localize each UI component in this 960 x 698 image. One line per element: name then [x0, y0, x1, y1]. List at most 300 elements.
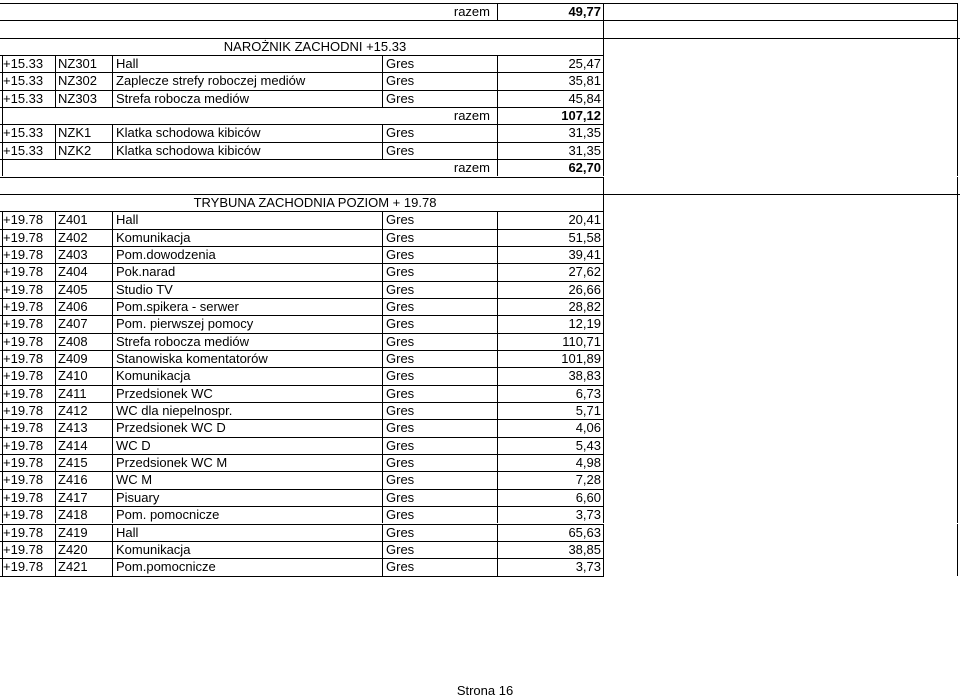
room-name-cell: Pom.spikera - serwer — [116, 298, 239, 314]
area-cell: 26,66 — [568, 281, 601, 297]
area-cell: 6,60 — [575, 489, 601, 505]
table-row — [0, 437, 960, 454]
room-name-cell: Pom. pierwszej pomocy — [116, 316, 254, 332]
column-border — [382, 211, 383, 228]
column-border — [957, 489, 958, 506]
material-cell: Gres — [386, 281, 415, 297]
area-cell: 3,73 — [575, 559, 601, 575]
level-cell: +19.78 — [3, 298, 44, 314]
column-border — [497, 454, 498, 471]
room-number-cell: Z420 — [58, 541, 88, 557]
level-cell: +19.78 — [3, 507, 44, 523]
column-border — [112, 471, 113, 488]
material-cell: Gres — [386, 524, 415, 540]
level-cell: +15.33 — [3, 125, 44, 141]
room-name-cell: Przedsionek WC M — [116, 455, 228, 471]
column-border — [2, 229, 3, 246]
room-name-cell: WC dla niepelnospr. — [116, 403, 233, 419]
level-cell: +19.78 — [3, 229, 44, 245]
column-border — [2, 454, 3, 471]
column-border — [382, 298, 383, 315]
column-border — [957, 211, 958, 228]
column-border — [382, 524, 383, 541]
column-border — [112, 298, 113, 315]
column-border — [2, 72, 3, 89]
column-border — [497, 211, 498, 228]
room-name-cell: Przedsionek WC — [116, 385, 213, 401]
area-cell: 4,06 — [575, 420, 601, 436]
room-number-cell: Z406 — [58, 298, 88, 314]
room-number-cell: NZ303 — [58, 90, 98, 106]
column-border — [957, 177, 958, 194]
column-border — [497, 385, 498, 402]
column-border — [55, 333, 56, 350]
total-row — [0, 3, 960, 20]
column-border — [55, 90, 56, 107]
column-border — [382, 333, 383, 350]
material-cell: Gres — [386, 246, 415, 262]
total-row — [0, 107, 960, 124]
column-border — [497, 3, 498, 20]
column-border — [497, 333, 498, 350]
section-heading: TRYBUNA ZACHODNIA POZIOM + 19.78 — [193, 194, 437, 210]
room-number-cell: Z401 — [58, 212, 88, 228]
column-border — [112, 489, 113, 506]
table-row — [0, 281, 960, 298]
level-cell: +19.78 — [3, 212, 44, 228]
room-number-cell: NZK2 — [58, 142, 92, 158]
room-number-cell: Z404 — [58, 264, 88, 280]
column-border — [55, 558, 56, 575]
level-cell: +19.78 — [3, 541, 44, 557]
level-cell: +19.78 — [3, 524, 44, 540]
column-border — [957, 298, 958, 315]
table-row — [0, 142, 960, 159]
column-border — [382, 471, 383, 488]
column-border — [957, 229, 958, 246]
column-border — [55, 402, 56, 419]
table-row — [0, 263, 960, 280]
column-border — [55, 350, 56, 367]
column-border — [55, 211, 56, 228]
room-number-cell: Z416 — [58, 472, 88, 488]
column-border — [497, 506, 498, 523]
total-value: 49,77 — [568, 4, 601, 19]
column-border — [112, 385, 113, 402]
material-cell: Gres — [386, 264, 415, 280]
column-border — [55, 437, 56, 454]
column-border — [112, 124, 113, 141]
room-name-cell: Hall — [116, 56, 139, 72]
column-border — [112, 454, 113, 471]
column-border — [382, 142, 383, 159]
column-border — [2, 541, 3, 558]
level-cell: +19.78 — [3, 316, 44, 332]
column-border — [112, 558, 113, 575]
column-border — [497, 72, 498, 89]
room-name-cell: WC D — [116, 437, 151, 453]
column-border — [497, 419, 498, 436]
column-border — [2, 367, 3, 384]
table-row — [0, 350, 960, 367]
column-border — [112, 90, 113, 107]
column-border — [603, 419, 604, 436]
column-border — [497, 159, 498, 176]
column-border — [957, 541, 958, 558]
column-border — [497, 489, 498, 506]
column-border — [603, 315, 604, 332]
column-border — [603, 402, 604, 419]
column-border — [112, 72, 113, 89]
column-border — [55, 419, 56, 436]
level-cell: +15.33 — [3, 90, 44, 106]
column-border — [55, 281, 56, 298]
row-border — [0, 3, 604, 4]
column-border — [957, 194, 958, 211]
column-border — [497, 402, 498, 419]
column-border — [957, 385, 958, 402]
column-border — [112, 541, 113, 558]
room-name-cell: Pom. pomocnicze — [116, 507, 220, 523]
column-border — [382, 454, 383, 471]
level-cell: +19.78 — [3, 455, 44, 471]
column-border — [603, 177, 604, 194]
table-row — [0, 246, 960, 263]
column-border — [55, 124, 56, 141]
room-name-cell: Hall — [116, 212, 139, 228]
room-name-cell: Stanowiska komentatorów — [116, 351, 268, 366]
level-cell: +19.78 — [3, 403, 44, 419]
column-border — [497, 350, 498, 367]
room-number-cell: Z410 — [58, 368, 88, 384]
room-number-cell: NZK1 — [58, 125, 92, 141]
level-cell: +15.33 — [3, 73, 44, 89]
column-border — [957, 454, 958, 471]
column-border — [55, 524, 56, 541]
page-number: Strona 16 — [456, 683, 514, 698]
room-name-cell: Strefa robocza mediów — [116, 90, 249, 106]
column-border — [497, 107, 498, 124]
total-value: 107,12 — [561, 108, 601, 124]
table-row — [0, 454, 960, 471]
section-heading-row — [0, 194, 960, 211]
column-border — [55, 454, 56, 471]
room-name-cell: Komunikacja — [116, 229, 191, 245]
level-cell: +19.78 — [3, 264, 44, 280]
material-cell: Gres — [386, 142, 415, 158]
column-border — [2, 142, 3, 159]
room-number-cell: Z418 — [58, 507, 88, 523]
column-border — [957, 419, 958, 436]
material-cell: Gres — [386, 489, 415, 505]
material-cell: Gres — [386, 437, 415, 453]
material-cell: Gres — [386, 541, 415, 557]
column-border — [957, 333, 958, 350]
column-border — [957, 281, 958, 298]
room-number-cell: Z403 — [58, 246, 88, 262]
column-border — [112, 211, 113, 228]
area-cell: 38,85 — [568, 541, 601, 557]
room-name-cell: Klatka schodowa kibiców — [116, 142, 261, 158]
room-number-cell: Z407 — [58, 316, 88, 332]
column-border — [957, 402, 958, 419]
area-cell: 5,43 — [575, 437, 601, 453]
table-row — [0, 471, 960, 488]
column-border — [957, 246, 958, 263]
area-cell: 45,84 — [568, 90, 601, 106]
column-border — [2, 558, 3, 575]
column-border — [2, 419, 3, 436]
column-border — [2, 159, 3, 176]
column-border — [603, 454, 604, 471]
column-border — [603, 20, 604, 37]
area-cell: 6,73 — [575, 385, 601, 401]
column-border — [603, 55, 604, 72]
room-name-cell: Pok.narad — [116, 264, 176, 280]
column-border — [112, 524, 113, 541]
column-border — [382, 124, 383, 141]
column-border — [55, 229, 56, 246]
level-cell: +19.78 — [3, 385, 44, 401]
level-cell: +15.33 — [3, 56, 44, 72]
column-border — [112, 246, 113, 263]
column-border — [382, 419, 383, 436]
material-cell: Gres — [386, 472, 415, 488]
material-cell: Gres — [386, 351, 415, 366]
room-name-cell: Pom.pomocnicze — [116, 559, 216, 575]
room-name-cell: Przedsionek WC D — [116, 420, 226, 436]
area-cell: 12,19 — [568, 316, 601, 332]
column-border — [603, 246, 604, 263]
room-number-cell: Z417 — [58, 489, 88, 505]
level-cell: +19.78 — [3, 472, 44, 488]
column-border — [603, 3, 604, 20]
column-border — [957, 558, 958, 575]
room-number-cell: Z415 — [58, 455, 88, 471]
column-border — [603, 72, 604, 89]
column-border — [382, 281, 383, 298]
table-row — [0, 124, 960, 141]
column-border — [55, 246, 56, 263]
column-border — [112, 506, 113, 523]
column-border — [2, 90, 3, 107]
column-border — [497, 471, 498, 488]
column-border — [957, 350, 958, 367]
column-border — [382, 489, 383, 506]
column-border — [957, 506, 958, 523]
column-border — [603, 263, 604, 280]
column-border — [55, 541, 56, 558]
table-row — [0, 333, 960, 350]
column-border — [382, 385, 383, 402]
room-number-cell: Z409 — [58, 351, 88, 366]
column-border — [603, 350, 604, 367]
column-border — [2, 55, 3, 72]
area-cell: 31,35 — [568, 125, 601, 141]
column-border — [382, 72, 383, 89]
material-cell: Gres — [386, 73, 415, 89]
level-cell: +19.78 — [3, 281, 44, 297]
column-border — [112, 315, 113, 332]
column-border — [603, 281, 604, 298]
column-border — [497, 558, 498, 575]
column-border — [497, 541, 498, 558]
column-border — [603, 506, 604, 523]
table-row — [0, 211, 960, 228]
column-border — [497, 142, 498, 159]
column-border — [957, 263, 958, 280]
column-border — [382, 402, 383, 419]
column-border — [112, 419, 113, 436]
column-border — [382, 506, 383, 523]
column-border — [603, 489, 604, 506]
area-cell: 39,41 — [568, 246, 601, 262]
area-cell: 27,62 — [568, 264, 601, 280]
column-border — [603, 211, 604, 228]
table-row — [0, 367, 960, 384]
area-cell: 5,71 — [575, 403, 601, 419]
column-border — [957, 72, 958, 89]
column-border — [2, 506, 3, 523]
column-border — [497, 437, 498, 454]
table-row — [0, 524, 960, 541]
room-name-cell: Pisuary — [116, 489, 160, 505]
column-border — [497, 229, 498, 246]
column-border — [957, 124, 958, 141]
column-border — [2, 333, 3, 350]
column-border — [2, 124, 3, 141]
column-border — [55, 489, 56, 506]
column-border — [382, 90, 383, 107]
material-cell: Gres — [386, 559, 415, 575]
level-cell: +19.78 — [3, 351, 44, 366]
level-cell: +19.78 — [3, 246, 44, 262]
room-name-cell: Klatka schodowa kibiców — [116, 125, 261, 141]
area-cell: 31,35 — [568, 142, 601, 158]
area-cell: 51,58 — [568, 229, 601, 245]
column-border — [603, 524, 604, 541]
total-label: razem — [453, 4, 490, 19]
level-cell: +15.33 — [3, 142, 44, 158]
material-cell: Gres — [386, 333, 415, 349]
level-cell: +19.78 — [3, 420, 44, 436]
row-border — [603, 20, 958, 21]
column-border — [603, 471, 604, 488]
column-border — [957, 159, 958, 176]
column-border — [957, 524, 958, 541]
column-border — [957, 90, 958, 107]
area-cell: 7,28 — [575, 472, 601, 488]
column-border — [382, 541, 383, 558]
column-border — [603, 124, 604, 141]
total-value: 62,70 — [568, 160, 601, 176]
total-label: razem — [453, 160, 490, 176]
material-cell: Gres — [386, 125, 415, 141]
table-row — [0, 402, 960, 419]
material-cell: Gres — [386, 385, 415, 401]
column-border — [112, 281, 113, 298]
column-border — [957, 471, 958, 488]
column-border — [112, 142, 113, 159]
column-border — [603, 437, 604, 454]
table-row — [0, 558, 960, 575]
table-row — [0, 229, 960, 246]
column-border — [2, 437, 3, 454]
table-row — [0, 90, 960, 107]
room-name-cell: Zaplecze strefy roboczej mediów — [116, 73, 306, 89]
material-cell: Gres — [386, 420, 415, 436]
room-number-cell: Z412 — [58, 403, 88, 419]
level-cell: +19.78 — [3, 559, 44, 575]
area-cell: 35,81 — [568, 73, 601, 89]
column-border — [55, 385, 56, 402]
column-border — [2, 489, 3, 506]
room-number-cell: Z421 — [58, 559, 88, 575]
area-cell: 38,83 — [568, 368, 601, 384]
column-border — [497, 246, 498, 263]
section-heading-row — [0, 38, 960, 55]
material-cell: Gres — [386, 403, 415, 419]
room-name-cell: Hall — [116, 524, 139, 540]
level-cell: +19.78 — [3, 437, 44, 453]
column-border — [112, 350, 113, 367]
row-border — [0, 177, 604, 178]
table-row — [0, 506, 960, 523]
level-cell: +19.78 — [3, 368, 44, 384]
column-border — [55, 315, 56, 332]
table-row — [0, 541, 960, 558]
column-border — [497, 315, 498, 332]
column-border — [603, 541, 604, 558]
column-border — [957, 437, 958, 454]
column-border — [2, 281, 3, 298]
column-border — [382, 55, 383, 72]
column-border — [957, 367, 958, 384]
column-border — [603, 90, 604, 107]
row-border — [0, 20, 604, 21]
room-name-cell: Komunikacja — [116, 541, 191, 557]
column-border — [497, 55, 498, 72]
column-border — [603, 367, 604, 384]
column-border — [2, 246, 3, 263]
column-border — [2, 263, 3, 280]
column-border — [957, 55, 958, 72]
column-border — [603, 159, 604, 176]
table-row — [0, 55, 960, 72]
column-border — [2, 211, 3, 228]
area-cell: 20,41 — [568, 212, 601, 228]
column-border — [957, 3, 958, 20]
room-number-cell: Z405 — [58, 281, 88, 297]
column-border — [497, 124, 498, 141]
material-cell: Gres — [386, 90, 415, 106]
column-border — [2, 524, 3, 541]
column-border — [112, 333, 113, 350]
column-border — [55, 506, 56, 523]
material-cell: Gres — [386, 368, 415, 384]
column-border — [382, 350, 383, 367]
column-border — [497, 263, 498, 280]
column-border — [112, 437, 113, 454]
material-cell: Gres — [386, 455, 415, 471]
table-row — [0, 385, 960, 402]
room-name-cell: Studio TV — [116, 281, 173, 297]
room-number-cell: Z402 — [58, 229, 88, 245]
room-number-cell: NZ302 — [58, 73, 98, 89]
column-border — [55, 367, 56, 384]
room-name-cell: WC M — [116, 472, 153, 488]
row-border — [0, 576, 604, 577]
